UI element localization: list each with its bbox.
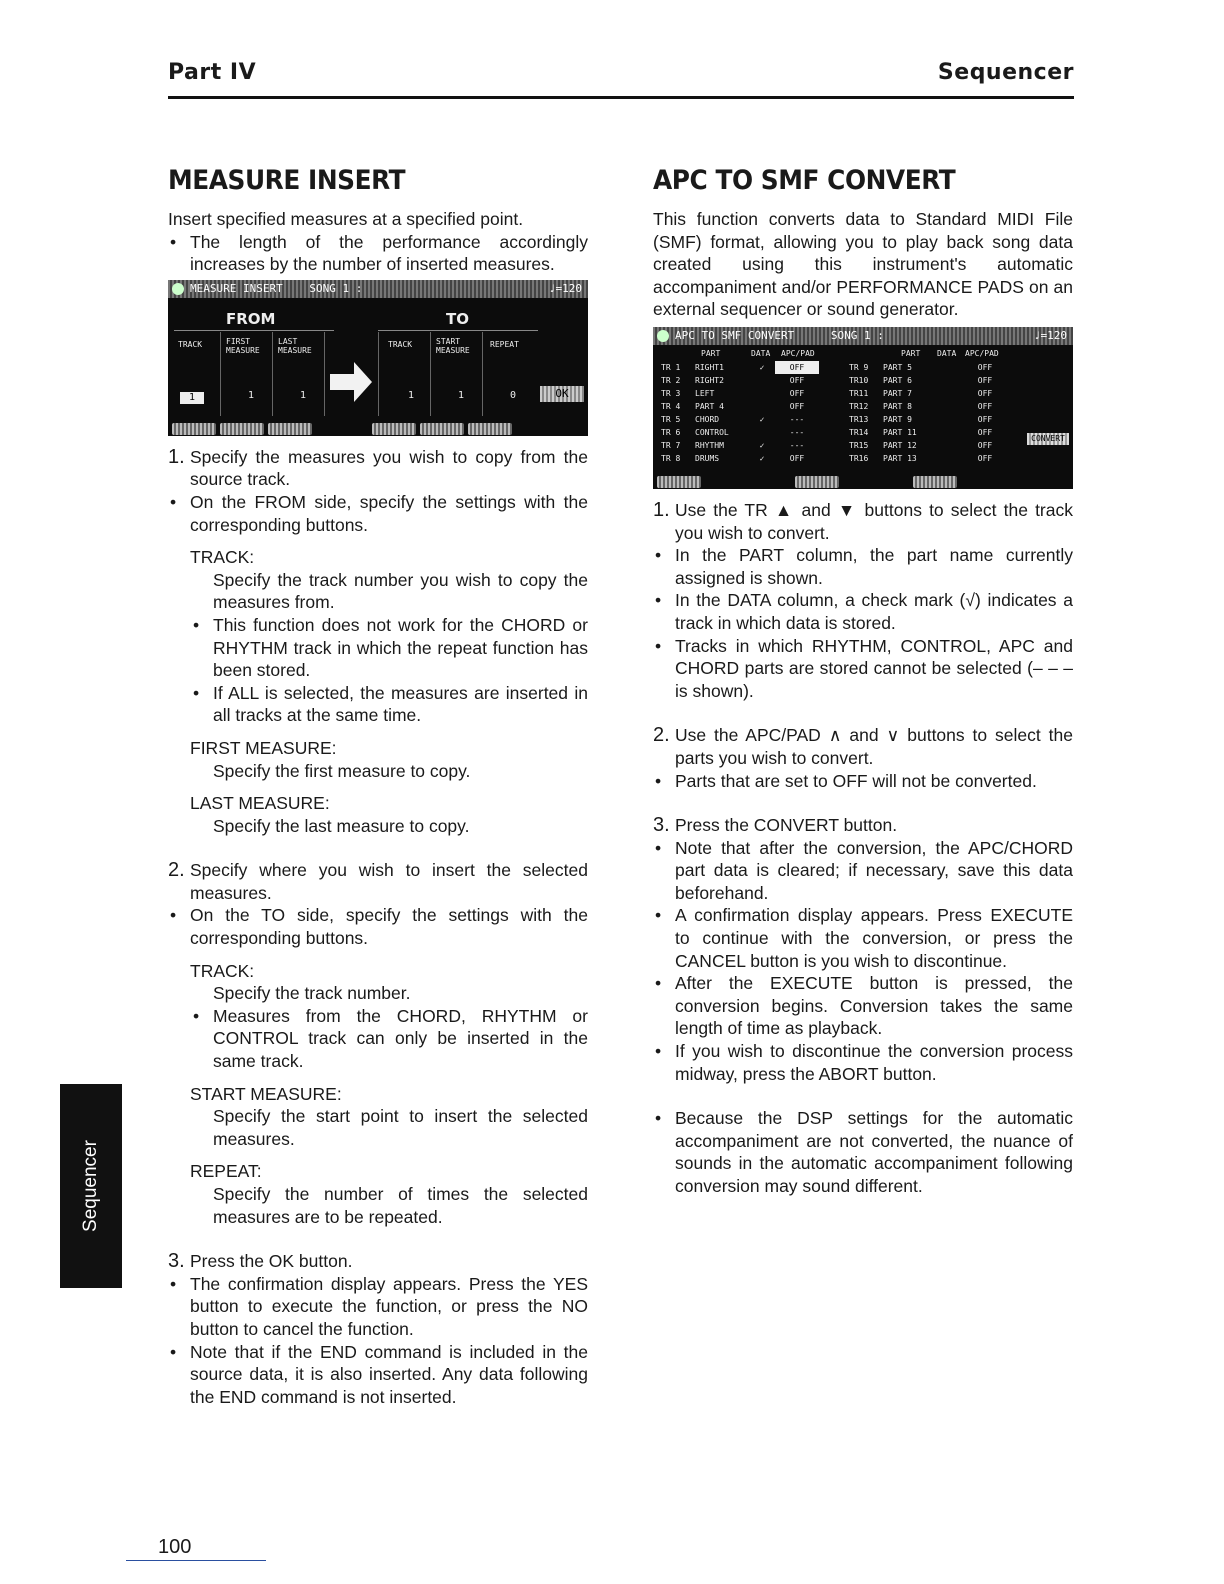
part-header: Part IV xyxy=(168,60,257,85)
track-bullet-1: • This function does not work for the CHORD or RHYTHM track in which the repeat function has been stored. xyxy=(168,614,588,682)
track-tr-cell: TR 5 xyxy=(661,414,681,424)
to-track-label: TRACK xyxy=(388,339,413,349)
track-row[interactable] xyxy=(849,361,1019,374)
track-row[interactable] xyxy=(849,413,1019,426)
track-row[interactable] xyxy=(661,361,837,374)
first-measure-heading: FIRST MEASURE: xyxy=(190,737,337,758)
track-apc-cell: OFF xyxy=(977,440,993,450)
track-bullet-2: • If ALL is selected, the measures are inserted in all tracks at the same time. xyxy=(168,682,588,727)
track-row[interactable] xyxy=(849,452,1019,465)
track-apc-cell: OFF xyxy=(977,414,993,424)
footer-rule xyxy=(126,1560,266,1561)
track-text: Specify the track number you wish to copy the measures from. xyxy=(213,569,588,613)
track-row[interactable] xyxy=(849,387,1019,400)
step-3: 3. Press the OK button. xyxy=(168,1250,353,1273)
track-part-cell: RIGHT2 xyxy=(695,375,724,385)
header-rule xyxy=(168,96,1074,99)
first-measure-label: FIRST MEASURE xyxy=(226,336,260,355)
measure-insert-display xyxy=(168,280,588,436)
apc-convert-display xyxy=(653,327,1073,489)
part-col-header-2: PART xyxy=(901,348,921,358)
track-data-cell: ✓ xyxy=(759,362,765,372)
last-measure-text: Specify the last measure to copy. xyxy=(213,815,470,836)
start-measure-button[interactable] xyxy=(420,423,464,435)
arrow-right-icon xyxy=(328,360,374,404)
track-row[interactable] xyxy=(849,400,1019,413)
track-part-cell: RHYTHM xyxy=(695,440,724,450)
track-list-right xyxy=(849,361,1019,465)
from-track-button[interactable] xyxy=(172,423,216,435)
track-row[interactable] xyxy=(661,413,837,426)
track-part-cell: DRUMS xyxy=(695,453,720,463)
track-data-cell xyxy=(937,361,963,374)
track-data-cell xyxy=(749,374,775,387)
part-col-header: PART xyxy=(701,348,721,358)
section-header: Sequencer xyxy=(937,60,1074,85)
track-data-cell: ✓ xyxy=(759,453,765,463)
first-measure-button[interactable] xyxy=(220,423,264,435)
display-title: MEASURE INSERT xyxy=(190,281,283,295)
track-row[interactable] xyxy=(849,374,1019,387)
track-part-cell: PART 7 xyxy=(883,388,912,398)
track-tr-cell: TR 6 xyxy=(661,427,681,437)
repeat-text: Specify the number of times the selected measures are to be repeated. xyxy=(213,1184,588,1227)
repeat-heading: REPEAT: xyxy=(190,1161,262,1182)
first-measure-value[interactable]: 1 xyxy=(248,389,255,401)
step-3-bullet-1: • The confirmation display appears. Press the YES button to execute the function, or press the NO button to cancel the function. xyxy=(168,1273,588,1341)
track-row[interactable] xyxy=(661,374,837,387)
track-data-cell xyxy=(749,387,775,400)
track-part-cell: PART 13 xyxy=(883,453,917,463)
apc-step-1-bullet-1: • In the PART column, the part name currently assigned is shown. xyxy=(653,544,1073,589)
display-song: SONG 1 : xyxy=(309,281,363,295)
track-tr-cell: TR15 xyxy=(849,440,869,450)
side-tab-label: Sequencer xyxy=(80,1140,101,1232)
track-row[interactable] xyxy=(661,452,837,465)
display-icon xyxy=(172,283,184,295)
apc-step-3-bullet-1: • Note that after the conversion, the APC/CHORD part data is cleared; if necessary, save this data beforehand. xyxy=(653,837,1073,905)
last-measure-heading: LAST MEASURE: xyxy=(190,793,330,814)
apc-pad-button-left[interactable] xyxy=(795,476,839,488)
data-col-header: DATA xyxy=(751,348,771,358)
track-tr-cell: TR13 xyxy=(849,414,869,424)
display-icon xyxy=(657,330,669,342)
track-apc-cell: --- xyxy=(789,427,805,437)
track-data-cell xyxy=(937,400,963,413)
track-data-cell xyxy=(937,387,963,400)
apc-step-1-bullet-3: • Tracks in which RHYTHM, CONTROL, APC and CHORD parts are stored cannot be selected (– – – is shown). xyxy=(653,635,1073,703)
first-measure-text: Specify the first measure to copy. xyxy=(213,760,471,781)
track-apc-cell: OFF xyxy=(977,401,993,411)
track-apc-cell: OFF xyxy=(789,375,805,385)
ok-button[interactable]: OK xyxy=(540,386,584,402)
step-1: 1. Specify the measures you wish to copy from the source track. xyxy=(168,445,588,490)
apc-col-header: APC/PAD xyxy=(781,348,815,358)
from-track-label: TRACK xyxy=(178,339,203,349)
track2-bullet: • Measures from the CHORD, RHYTHM or CONTROL track can only be inserted in the same track. xyxy=(168,1005,588,1073)
track-tr-cell: TR 1 xyxy=(661,362,681,372)
track-apc-cell: --- xyxy=(789,440,805,450)
track-list-left xyxy=(661,361,837,465)
apc-to-smf-section xyxy=(653,165,1073,1198)
track-part-cell: RIGHT1 xyxy=(695,362,724,372)
from-label: FROM xyxy=(226,309,276,328)
track-data-cell: ✓ xyxy=(759,440,765,450)
track-data-cell: ✓ xyxy=(759,414,765,424)
track-apc-cell: OFF xyxy=(977,427,993,437)
track-apc-cell: OFF xyxy=(789,453,805,463)
apc-display-title: APC TO SMF CONVERT xyxy=(675,328,795,342)
data-col-header-2: DATA xyxy=(937,348,957,358)
last-measure-value[interactable]: 1 xyxy=(300,389,307,401)
track-part-cell: PART 5 xyxy=(883,362,912,372)
track-tr-cell: TR 8 xyxy=(661,453,681,463)
step-2-bullet: • On the TO side, specify the settings with the corresponding buttons. xyxy=(168,904,588,949)
track-tr-cell: TR 9 xyxy=(849,362,869,372)
intro-bullet: • The length of the performance accordingly increases by the number of inserted measures. xyxy=(168,231,588,276)
section-side-tab xyxy=(60,1084,122,1288)
track-part-cell: PART 9 xyxy=(883,414,912,424)
track-tr-cell: TR 7 xyxy=(661,440,681,450)
to-track-button[interactable] xyxy=(372,423,416,435)
last-measure-button[interactable] xyxy=(268,423,312,435)
track-data-cell xyxy=(937,439,963,452)
step-1-bullet: • On the FROM side, specify the settings with the corresponding buttons. xyxy=(168,491,588,536)
convert-button[interactable]: CONVERT xyxy=(1027,433,1069,445)
track-part-cell: PART 6 xyxy=(883,375,912,385)
measure-insert-section xyxy=(168,165,588,1408)
track-row[interactable] xyxy=(849,426,1019,439)
apc-col-header-2: APC/PAD xyxy=(965,348,999,358)
repeat-label: REPEAT xyxy=(490,339,519,349)
track-heading: TRACK: xyxy=(190,547,255,568)
start-measure-text: Specify the start point to insert the selected measures. xyxy=(213,1106,588,1149)
page-number: 100 xyxy=(158,1536,192,1558)
track-row[interactable] xyxy=(661,400,837,413)
track-apc-cell: OFF xyxy=(977,375,993,385)
last-measure-label: LAST MEASURE xyxy=(278,336,312,355)
track-data-cell xyxy=(937,452,963,465)
track-data-cell xyxy=(937,413,963,426)
track-tr-cell: TR12 xyxy=(849,401,869,411)
track-tr-cell: TR 4 xyxy=(661,401,681,411)
track-row[interactable] xyxy=(661,426,837,439)
track-apc-cell: OFF xyxy=(789,401,805,411)
step-2: 2. Specify where you wish to insert the selected measures. xyxy=(168,859,588,903)
track-part-cell: PART 8 xyxy=(883,401,912,411)
apc-step-2-bullet: • Parts that are set to OFF will not be converted. xyxy=(653,770,1073,793)
apc-display-tempo: ♩=120 xyxy=(1033,328,1067,342)
track-tr-cell: TR10 xyxy=(849,375,869,385)
track-data-cell xyxy=(937,426,963,439)
track-tr-cell: TR14 xyxy=(849,427,869,437)
track-part-cell: LEFT xyxy=(695,388,715,398)
start-measure-heading: START MEASURE: xyxy=(190,1083,342,1104)
step-3-bullet-2: • Note that if the END command is included in the source data, it is also inserted. Any data following the END command is not inserted. xyxy=(168,1341,588,1409)
apc-intro-text: This function converts data to Standard MIDI File (SMF) format, allowing you to play back song data created using this instrument's automatic accompaniment and/or PERFORMANCE PADS on an external sequencer or sound generator. xyxy=(653,209,1073,320)
track-part-cell: CONTROL xyxy=(695,427,729,437)
track2-text: Specify the track number. xyxy=(213,983,411,1004)
tr-select-button[interactable] xyxy=(657,476,701,488)
track2-heading: TRACK: xyxy=(190,960,255,981)
track-part-cell: PART 12 xyxy=(883,440,917,450)
start-measure-value[interactable]: 1 xyxy=(458,389,465,401)
track-part-cell: PART 4 xyxy=(695,401,724,411)
track-data-cell xyxy=(749,400,775,413)
track-apc-cell: OFF xyxy=(789,388,805,398)
track-row[interactable] xyxy=(661,439,837,452)
track-apc-cell: OFF xyxy=(775,361,819,374)
apc-step-3-bullet-4: • If you wish to discontinue the conversion process midway, press the ABORT button. xyxy=(653,1040,1073,1085)
apc-step-1: 1. Use the TR ▲ and ▼ buttons to select the track you wish to convert. xyxy=(653,498,1073,543)
track-tr-cell: TR 3 xyxy=(661,388,681,398)
apc-step-1-bullet-2: • In the DATA column, a check mark (√) indicates a track in which data is stored. xyxy=(653,589,1073,634)
apc-step-3: 3. Press the CONVERT button. xyxy=(653,814,898,837)
apc-dsp-note: • Because the DSP settings for the automatic accompaniment are not converted, the nuance of sounds in the automatic accompaniment following conversion may sound different. xyxy=(653,1107,1073,1197)
apc-step-3-bullet-2: • A confirmation display appears. Press EXECUTE to continue with the conversion, or press the CANCEL button is you wish to discontinue. xyxy=(653,904,1073,972)
display-tempo: ♩=120 xyxy=(548,281,582,295)
track-part-cell: CHORD xyxy=(695,414,720,424)
apc-display-song: SONG 1 : xyxy=(830,328,884,342)
to-label: TO xyxy=(446,309,469,328)
track-tr-cell: TR11 xyxy=(849,388,869,398)
apc-pad-button-right[interactable] xyxy=(913,476,957,488)
track-row[interactable] xyxy=(661,387,837,400)
to-track-value[interactable]: 1 xyxy=(408,389,415,401)
track-apc-cell: OFF xyxy=(977,362,993,372)
apc-step-3-bullet-3: • After the EXECUTE button is pressed, the conversion begins. Conversion takes the same length of time as playback. xyxy=(653,972,1073,1040)
repeat-button[interactable] xyxy=(468,423,512,435)
track-tr-cell: TR 2 xyxy=(661,375,681,385)
repeat-value[interactable]: 0 xyxy=(510,389,517,401)
apc-step-2: 2. Use the APC/PAD ∧ and ∨ buttons to select the parts you wish to convert. xyxy=(653,724,1073,768)
apc-to-smf-title: APC TO SMF CONVERT xyxy=(653,165,956,196)
track-tr-cell: TR16 xyxy=(849,453,869,463)
track-apc-cell: --- xyxy=(789,414,805,424)
from-track-value[interactable]: 1 xyxy=(180,392,204,404)
apc-display-title-bar xyxy=(653,327,1073,345)
intro-text: Insert specified measures at a specified point. xyxy=(168,209,524,229)
display-title-bar xyxy=(168,280,588,298)
start-measure-label: START MEASURE xyxy=(436,336,470,355)
track-part-cell: PART 11 xyxy=(883,427,917,437)
track-data-cell xyxy=(749,426,775,439)
track-apc-cell: OFF xyxy=(977,388,993,398)
measure-insert-title: MEASURE INSERT xyxy=(168,165,406,196)
track-row[interactable] xyxy=(849,439,1019,452)
track-data-cell xyxy=(937,374,963,387)
track-apc-cell: OFF xyxy=(977,453,993,463)
